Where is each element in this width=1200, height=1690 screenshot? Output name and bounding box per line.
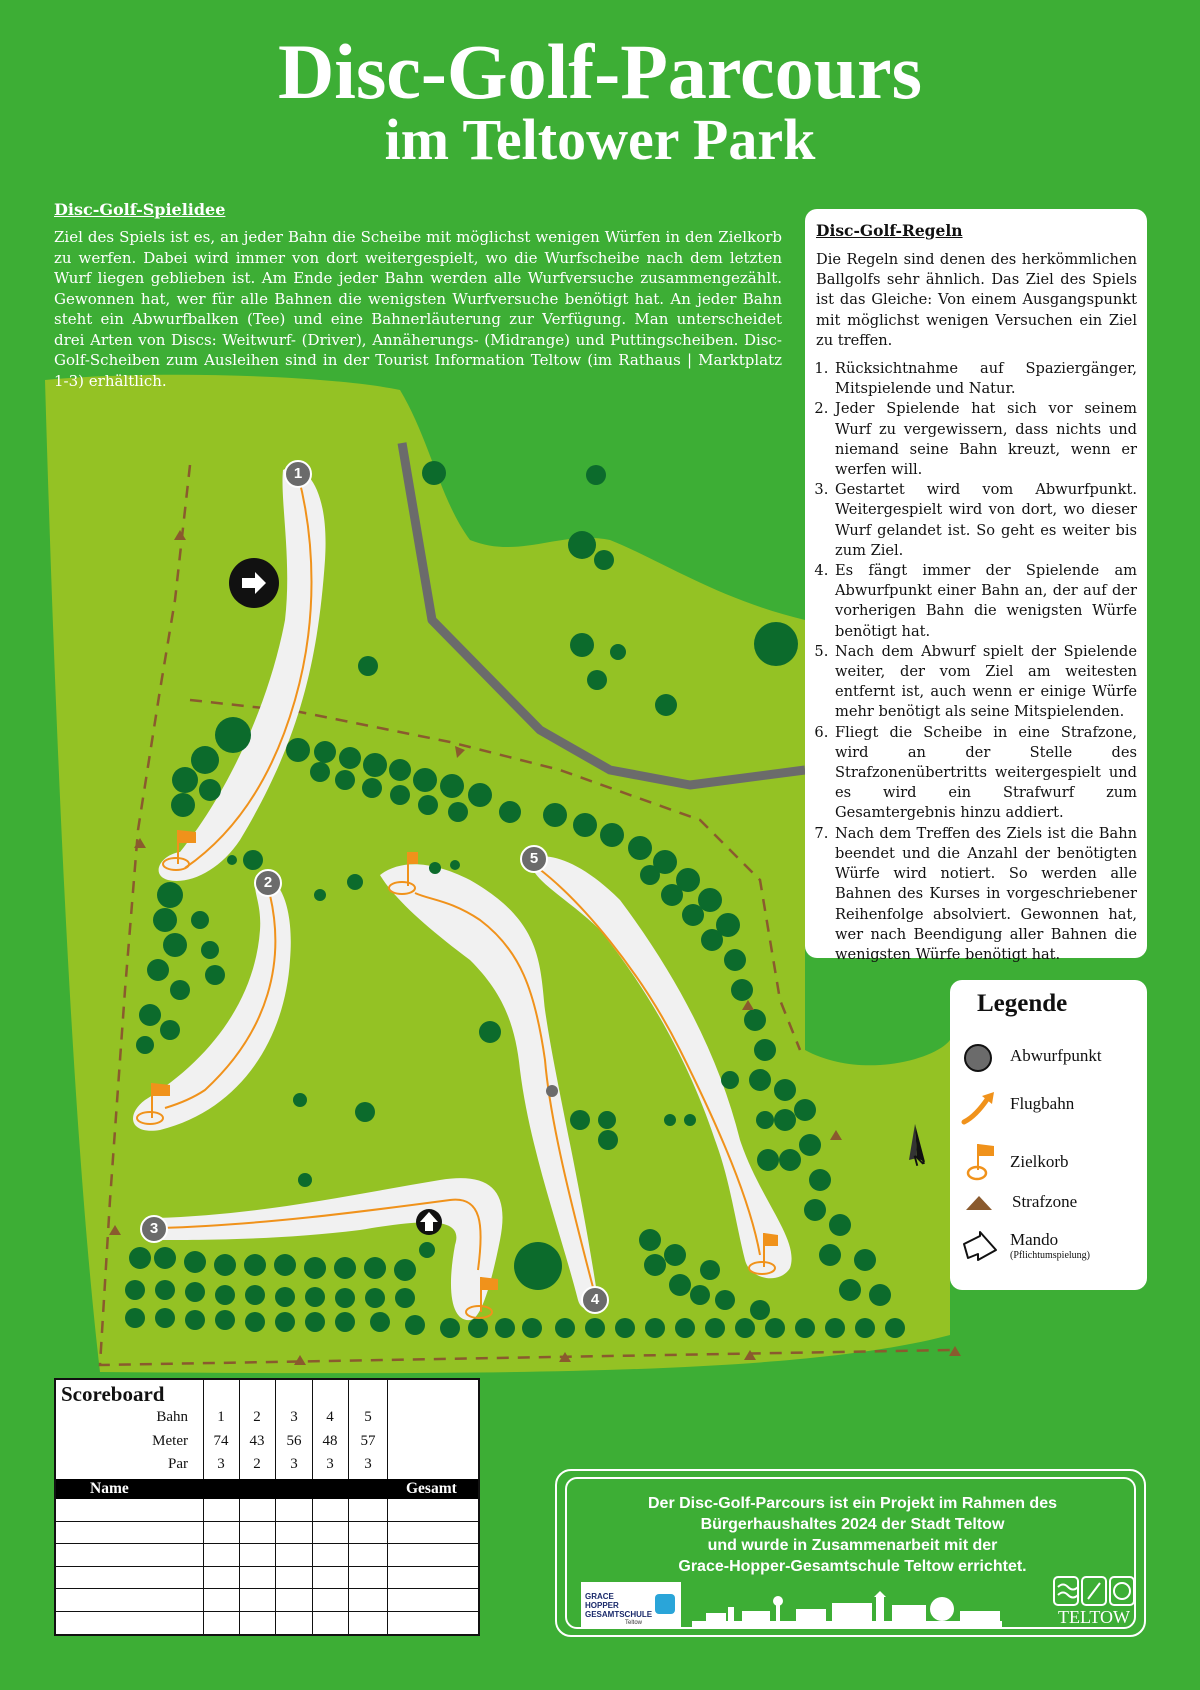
tree: [286, 738, 310, 762]
tree: [153, 908, 177, 932]
tree: [448, 802, 468, 822]
project-text-line: Der Disc-Golf-Parcours ist ein Projekt im Rahmen des: [647, 1495, 1057, 1512]
scoreboard-name-header: Name: [90, 1480, 129, 1497]
tree: [185, 1282, 205, 1302]
tree: [839, 1279, 861, 1301]
tree: [305, 1287, 325, 1307]
tree: [809, 1169, 831, 1191]
tree: [450, 860, 460, 870]
tree: [274, 1254, 296, 1276]
rule-item: 7. Nach dem Treffen des Ziels ist die Bahn beendet und die Anzahl der benötigten Würfe wird notiert. So werden alle Bahnen des Kurses in vorgeschriebener Reihenfolge absolviert. Gewonnen hat, wer nach Beendigung aller Bahnen die wenigsten Würfe benötigt hat.: [833, 824, 1137, 965]
tree: [690, 1285, 710, 1305]
tree: [139, 1004, 161, 1026]
tree: [365, 1288, 385, 1308]
tee-marker-5: 5: [520, 845, 548, 873]
tree: [522, 1318, 542, 1338]
rules-list: [816, 359, 1137, 965]
scoreboard-row-label: Meter: [152, 1433, 188, 1449]
tree: [335, 1312, 355, 1332]
scoreboard-par: 3: [290, 1456, 298, 1472]
tree: [390, 785, 410, 805]
tree: [363, 753, 387, 777]
tree: [394, 1259, 416, 1281]
game-idea-text: Ziel des Spiels ist es, an jeder Bahn die Scheibe mit möglichst wenigen Würfen in den Zielkorb zu werfen. Dabei wird immer von dort weitergespielt, wo die Wurfscheibe nach dem letzten Wurf liegen geblieben ist. Am Ende jeder Bahn werden alle Wurfversuche zusammengezählt. Gewonnen hat, wer für alle Bahnen die wenigsten Wurfversuche benötigt hat. An jeder Bahn steht ein Abwurfbalken (Tee) und eine Bahnerläuterung zur Verfügung. Man unterscheidet drei Arten von Discs: Weitwurf- (Driver), Annäherungs- (Midrange) und Puttingscheiben. Disc-Golf-Scheiben zum Ausleihen sind in der Tourist Information Teltow (im Rathaus | Marktplatz 1-3) erhältlich.: [54, 228, 782, 390]
scoreboard-meter: 48: [322, 1433, 338, 1449]
tree: [756, 1111, 774, 1129]
tree: [154, 1247, 176, 1269]
tree: [754, 1039, 776, 1061]
legend-item: [950, 1228, 1147, 1268]
legend-panel: [950, 980, 1147, 1290]
tree: [405, 1315, 425, 1335]
tree: [825, 1318, 845, 1338]
tree: [628, 836, 652, 860]
tree: [172, 767, 198, 793]
tree: [754, 622, 798, 666]
flag-basket-icon: [964, 1140, 1000, 1182]
tree: [724, 949, 746, 971]
tree: [245, 1312, 265, 1332]
teltow-logo-icon: [1052, 1575, 1136, 1611]
tree: [640, 865, 660, 885]
tree: [429, 862, 441, 874]
north-label: N: [911, 1150, 927, 1171]
scoreboard-bahn: 3: [290, 1409, 298, 1425]
tree: [655, 694, 677, 716]
tree: [804, 1199, 826, 1221]
scoreboard-name-cell[interactable]: [56, 1544, 203, 1566]
project-text-line: Bürgerhaushaltes 2024 der Stadt Teltow: [700, 1516, 1005, 1533]
scoreboard-bahn: 5: [364, 1409, 372, 1425]
tree: [795, 1318, 815, 1338]
tree: [334, 1257, 356, 1279]
school-logo-sub: Teltow: [625, 1620, 643, 1626]
scoreboard-meter: 56: [286, 1433, 302, 1449]
tree: [335, 1288, 355, 1308]
tree: [335, 770, 355, 790]
legend-item: [950, 1142, 1147, 1182]
mando-sign-1: [229, 558, 279, 608]
rule-item: 3. Gestartet wird vom Abwurfpunkt. Weitergespielt wird von dort, wo dieser Wurf gelandet ist. So geht es weiter bis zum Ziel.: [833, 480, 1137, 561]
tree: [227, 855, 237, 865]
tree: [389, 759, 411, 781]
tree: [215, 1310, 235, 1330]
tree: [757, 1149, 779, 1171]
tree: [245, 1285, 265, 1305]
tree: [419, 1242, 435, 1258]
scoreboard-par: 3: [364, 1456, 372, 1472]
teltow-logo-text: TELTOW: [1058, 1607, 1130, 1627]
rules-heading: Disc-Golf-Regeln: [816, 221, 963, 240]
legend-sublabel: (Pflichtumspielung): [1010, 1250, 1090, 1261]
tree: [598, 1111, 616, 1129]
scoreboard-bahn: 2: [253, 1409, 261, 1425]
tree: [147, 959, 169, 981]
tree: [819, 1244, 841, 1266]
tree: [615, 1318, 635, 1338]
tree: [275, 1312, 295, 1332]
city-skyline-icon: [692, 1591, 1002, 1629]
tree: [774, 1109, 796, 1131]
tee-marker-3: 3: [140, 1215, 168, 1243]
tree: [731, 979, 753, 1001]
tree: [191, 746, 219, 774]
legend-title: Legende: [977, 990, 1068, 1017]
tree: [304, 1257, 326, 1279]
scoreboard-name-cell[interactable]: [56, 1612, 203, 1634]
scoreboard-name-cell[interactable]: [56, 1522, 203, 1543]
school-logo: [581, 1582, 681, 1628]
penalty-triangle: [949, 1346, 961, 1356]
scoreboard-name-cell[interactable]: [56, 1500, 203, 1521]
tree: [305, 1312, 325, 1332]
tree: [155, 1308, 175, 1328]
tree: [587, 670, 607, 690]
tree: [744, 1009, 766, 1031]
tree: [215, 1285, 235, 1305]
scoreboard-meter: 43: [249, 1433, 265, 1449]
rule-item: 1. Rücksichtnahme auf Spaziergänger, Mitspielende und Natur.: [833, 359, 1137, 399]
tree: [586, 465, 606, 485]
school-logo-text: GRACE HOPPER GESAMTSCHULE: [585, 1592, 653, 1619]
scoreboard-meter: 57: [360, 1433, 376, 1449]
tree: [479, 1021, 501, 1043]
tree: [645, 1318, 665, 1338]
scoreboard-name-cell[interactable]: [56, 1567, 203, 1588]
tree: [155, 1280, 175, 1300]
tree: [244, 1254, 266, 1276]
tree: [499, 801, 521, 823]
tree: [468, 1318, 488, 1338]
mando-arrow-icon: [960, 1230, 1000, 1262]
rule-item: 2. Jeder Spielende hat sich vor seinem Wurf zu vergewissern, dass nichts und niemand seine Bahn kreuzt, wenn er werfen will.: [833, 399, 1137, 480]
tree: [358, 656, 378, 676]
north-arrow-icon: [905, 1120, 935, 1180]
tree: [600, 823, 624, 847]
page-title: Disc-Golf-Parcours: [277, 28, 923, 115]
tree: [160, 1020, 180, 1040]
tree: [136, 1036, 154, 1054]
project-text: [567, 1493, 1138, 1577]
tree: [129, 1247, 151, 1269]
tree: [191, 911, 209, 929]
tree: [347, 874, 363, 890]
fairway-marker: [546, 1085, 558, 1097]
tree: [794, 1099, 816, 1121]
tree: [543, 803, 567, 827]
tree: [199, 779, 221, 801]
tree: [364, 1257, 386, 1279]
tree: [185, 1310, 205, 1330]
puzzle-icon: [655, 1594, 675, 1614]
tree: [355, 1102, 375, 1122]
tree: [570, 633, 594, 657]
rule-item: 6. Fliegt die Scheibe in eine Strafzone, wird an der Stelle des Strafzonenübertritts weitergespielt und es wird ein Strafwurf zum Gesamtergebnis hinzu addiert.: [833, 723, 1137, 824]
tree: [779, 1149, 801, 1171]
rule-item: 5. Nach dem Abwurf spielt der Spielende weiter, der vom Ziel am weitesten entfernt ist, auch wenn er einige Würfe mehr benötigt als seine Mitspielenden.: [833, 642, 1137, 723]
legend-label: Mando: [1010, 1230, 1059, 1249]
legend-item: [950, 1088, 1147, 1128]
tree: [684, 1114, 696, 1126]
tree: [598, 1130, 618, 1150]
tree: [215, 717, 251, 753]
tree: [275, 1287, 295, 1307]
legend-item: [950, 1188, 1147, 1228]
tree: [765, 1318, 785, 1338]
tree: [664, 1114, 676, 1126]
tree: [314, 741, 336, 763]
tree: [170, 980, 190, 1000]
mando-sign-2: [416, 1209, 442, 1235]
tree: [855, 1318, 875, 1338]
project-info-inner: [565, 1477, 1136, 1629]
tree: [675, 1318, 695, 1338]
legend-label: Zielkorb: [1010, 1152, 1069, 1171]
game-idea-section: [54, 200, 782, 391]
scoreboard-title: Scoreboard: [61, 1382, 165, 1406]
tree: [184, 1251, 206, 1273]
scoreboard-par: 3: [217, 1456, 225, 1472]
tree: [243, 850, 263, 870]
scoreboard-meter: 74: [213, 1433, 229, 1449]
scoreboard-bahn: 4: [326, 1409, 334, 1425]
tree: [555, 1318, 575, 1338]
tree: [413, 768, 437, 792]
page-subtitle: im Teltower Park: [384, 107, 816, 172]
tree: [214, 1254, 236, 1276]
legend-label: Flugbahn: [1010, 1094, 1075, 1113]
game-idea-heading: Disc-Golf-Spielidee: [54, 200, 226, 219]
tree: [749, 1069, 771, 1091]
tree: [568, 531, 596, 559]
tree: [705, 1318, 725, 1338]
flight-arrow-icon: [958, 1088, 1002, 1128]
rule-item: 4. Es fängt immer der Spielende am Abwurfpunkt einer Bahn an, der auf der vorherigen Bahn die wenigsten Würfe benötigt hat.: [833, 561, 1137, 642]
tree: [774, 1079, 796, 1101]
rules-intro: Die Regeln sind denen des herkömmlichen Ballgolfs sehr ähnlich. Das Ziel des Spiels ist das Gleiche: Von einem Ausgangspunkt mit möglichst wenigen Versuchen ein Ziel zu treffen.: [816, 251, 1137, 349]
tree: [700, 1260, 720, 1280]
tee-circle-icon: [962, 1042, 994, 1074]
tree: [644, 1254, 666, 1276]
tree: [339, 747, 361, 769]
scoreboard-row-label: Par: [168, 1456, 188, 1472]
project-text-line: und wurde in Zusammenarbeit mit der: [707, 1537, 998, 1554]
scoreboard-par: 3: [326, 1456, 334, 1472]
tree: [125, 1308, 145, 1328]
rules-panel: [805, 209, 1147, 963]
tree: [735, 1318, 755, 1338]
tree: [750, 1300, 770, 1320]
tree: [885, 1318, 905, 1338]
tree: [701, 929, 723, 951]
tree: [829, 1214, 851, 1236]
scoreboard: [54, 1378, 480, 1636]
tree: [682, 904, 704, 926]
tree: [422, 461, 446, 485]
tree: [594, 550, 614, 570]
legend-label: Strafzone: [1012, 1192, 1078, 1211]
tree: [298, 1173, 312, 1187]
tree: [715, 1290, 735, 1310]
tree: [440, 774, 464, 798]
tree: [293, 1093, 307, 1107]
scoreboard-header-row: [56, 1479, 478, 1499]
tree: [585, 1318, 605, 1338]
scoreboard-row-label: Bahn: [156, 1409, 188, 1425]
tree: [468, 783, 492, 807]
tree: [440, 1318, 460, 1338]
tree: [310, 762, 330, 782]
scoreboard-bahn: 1: [217, 1409, 225, 1425]
tree: [664, 1244, 686, 1266]
tree: [854, 1249, 876, 1271]
tree: [495, 1318, 515, 1338]
tree: [610, 644, 626, 660]
tree: [669, 1274, 691, 1296]
tree: [799, 1134, 821, 1156]
tree: [395, 1288, 415, 1308]
tee-marker-1: 1: [284, 460, 312, 488]
tree: [639, 1229, 661, 1251]
triangle-icon: [964, 1194, 994, 1214]
tree: [171, 793, 195, 817]
tree: [869, 1284, 891, 1306]
tree: [163, 933, 187, 957]
tree: [661, 884, 683, 906]
tree: [570, 1110, 590, 1130]
tree: [201, 941, 219, 959]
tee-marker-2: 2: [254, 869, 282, 897]
scoreboard-total-header: Gesamt: [406, 1480, 457, 1497]
legend-item: [950, 1040, 1147, 1080]
tree: [205, 965, 225, 985]
legend-label: Abwurfpunkt: [1010, 1046, 1102, 1065]
tree: [370, 1312, 390, 1332]
project-text-line: Grace-Hopper-Gesamtschule Teltow errichtet.: [678, 1558, 1027, 1575]
tree: [362, 778, 382, 798]
tree: [314, 889, 326, 901]
tee-marker-4: 4: [581, 1286, 609, 1314]
scoreboard-par: 2: [253, 1456, 261, 1472]
project-info-box: [555, 1469, 1146, 1637]
tree: [125, 1280, 145, 1300]
tree: [573, 813, 597, 837]
tree: [418, 795, 438, 815]
tree: [721, 1071, 739, 1089]
scoreboard-name-cell[interactable]: [56, 1589, 203, 1611]
tree: [514, 1242, 562, 1290]
tree: [157, 882, 183, 908]
